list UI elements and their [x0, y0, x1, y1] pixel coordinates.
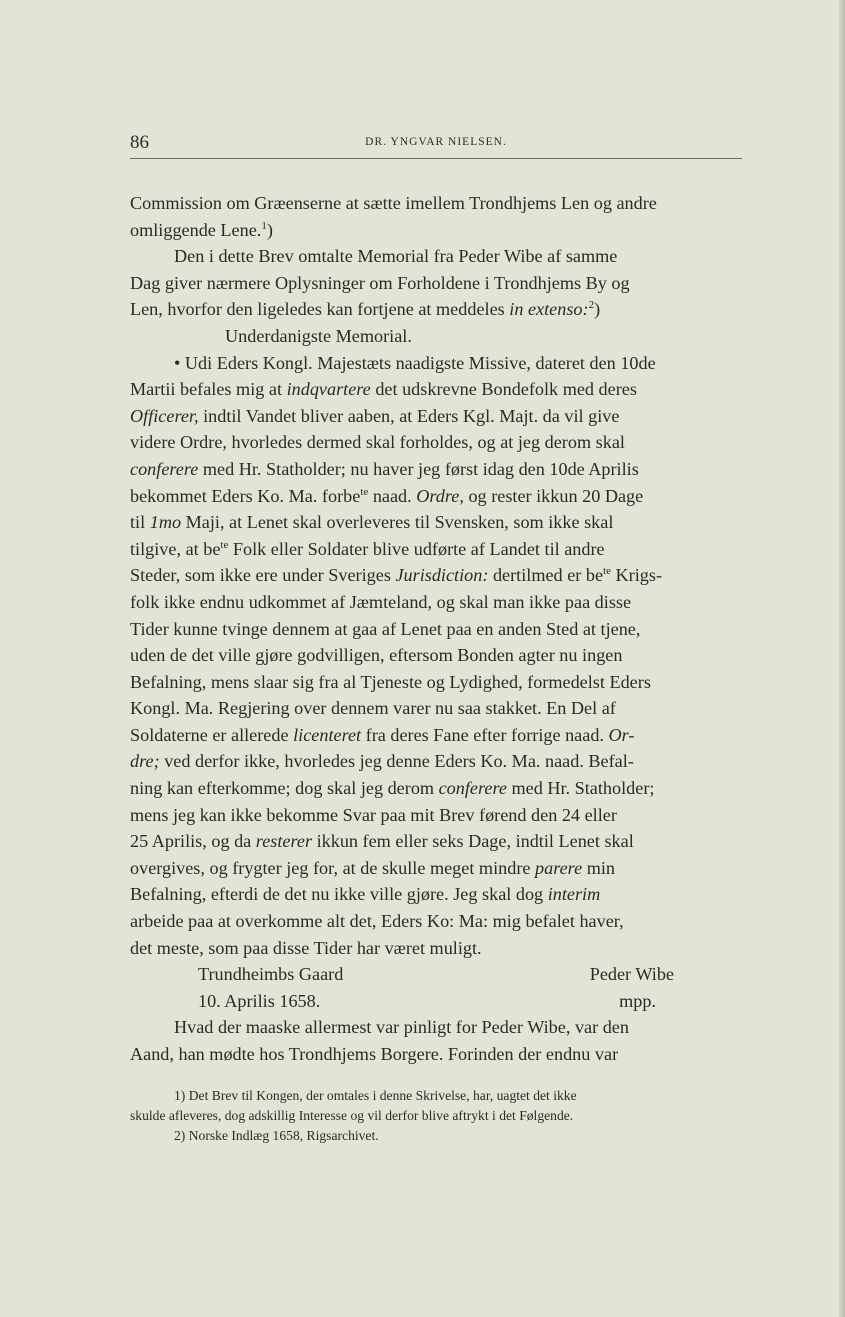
footnote-1-cont: skulde afleveres, dog adskillig Interesse og vil derfor blive aftrykt i det Følgende.	[130, 1108, 574, 1123]
paragraph: Den i dette Brev omtalte Memorial fra Peder Wibe af samme	[174, 246, 618, 267]
paragraph: folk ikke endnu udkommet af Jæmteland, og skal man ikke paa disse	[130, 591, 632, 612]
paragraph: conferere med Hr. Statholder; nu haver jeg først idag den 10de Aprilis	[130, 458, 639, 479]
paragraph: dre; ved derfor ikke, hvorledes jeg denne Eders Ko. Ma. naad. Befal-	[130, 751, 634, 772]
paragraph: Martii befales mig at indqvartere det udskrevne Bondefolk med deres	[130, 379, 637, 400]
signoff-name: Peder Wibe	[589, 964, 674, 985]
paragraph: Hvad der maaske allermest var pinligt for Peder Wibe, var den	[174, 1017, 629, 1038]
footnote-ref: 2	[588, 299, 595, 312]
paragraph: • Udi Eders Kongl. Majestæts naadigste Missive, dateret den 10de	[174, 352, 656, 373]
paragraph: Tider kunne tvinge dennem at gaa af Lenet paa en anden Sted at tjene,	[130, 618, 641, 639]
memorial-title: Underdanigste Memorial.	[225, 325, 412, 346]
paragraph: Dag giver nærmere Oplysninger om Forholdene i Trondhjems By og	[130, 272, 630, 293]
paragraph: 25 Aprilis, og da resterer ikkun fem eller seks Dage, indtil Lenet skal	[130, 831, 634, 852]
body-text	[130, 190, 742, 1068]
footnotes	[130, 1086, 742, 1146]
paragraph: Officerer, indtil Vandet bliver aaben, at Eders Kgl. Majt. da vil give	[130, 405, 620, 426]
paragraph: videre Ordre, hvorledes dermed skal forholdes, og at jeg derom skal	[130, 432, 625, 453]
page-number: 86	[130, 132, 149, 153]
signoff-line	[130, 988, 742, 1015]
paragraph: Soldaterne er allerede licenteret fra deres Fane efter forrige naad. Or-	[130, 724, 635, 745]
paragraph: Befalning, mens slaar sig fra al Tjeneste og Lydighed, formedelst Eders	[130, 671, 651, 692]
paragraph: Kongl. Ma. Regjering over dennem varer nu saa stakket. En Del af	[130, 698, 616, 719]
paragraph: Commission om Græenserne at sætte imellem Trondhjems Len og andre	[130, 193, 657, 213]
signoff-line	[130, 961, 742, 988]
running-head: DR. YNGVAR NIELSEN.	[365, 136, 507, 148]
paragraph: Len, hvorfor den ligeledes kan fortjene at meddeles in extenso:$^2$)	[130, 299, 601, 320]
signoff-place: Trundheimbs Gaard	[198, 964, 344, 985]
paragraph: Befalning, efterdi de det nu ikke ville gjøre. Jeg skal dog interim	[130, 884, 601, 905]
page-header	[130, 130, 742, 159]
paragraph: Steder, som ikke ere under Sveriges Jurisdiction: dertilmed er $be^{te}$ Krigs-	[130, 565, 663, 586]
paragraph: Aand, han mødte hos Trondhjems Borgere. Forinden der endnu var	[130, 1044, 619, 1064]
paragraph: arbeide paa at overkomme alt det, Eders Ko: Ma: mig befalet haver,	[130, 911, 624, 932]
paragraph: overgives, og frygter jeg for, at de skulle meget mindre parere min	[130, 857, 615, 878]
paragraph: bekommet Eders Ko. Ma. forbe$^{te}$ naad. Ordre, og rester ikkun 20 Dage	[130, 485, 644, 506]
paragraph: det meste, som paa disse Tider har været muligt.	[130, 937, 482, 958]
page-edge	[839, 0, 845, 1317]
paragraph: uden de det ville gjøre godvilligen, eftersom Bonden agter nu ingen	[130, 645, 623, 666]
signoff-mpp: mpp.	[619, 990, 656, 1011]
paragraph: omliggende Lene.$^1$)	[130, 219, 273, 240]
footnote-ref: 1	[261, 219, 267, 232]
paragraph: ning kan efterkomme; dog skal jeg derom conferere med Hr. Statholder;	[130, 778, 655, 799]
paragraph: tilgive, at $be^{te}$ Folk eller Soldater blive udførte af Landet til andre	[130, 538, 605, 559]
signoff-date: 10. Aprilis 1658.	[198, 990, 321, 1011]
footnote-2: 2) Norske Indlæg 1658, Rigsarchivet.	[174, 1128, 379, 1143]
paragraph: mens jeg kan ikke bekomme Svar paa mit Brev førend den 24 eller	[130, 804, 617, 825]
paragraph: til 1mo Maji, at Lenet skal overleveres til Svensken, som ikke skal	[130, 512, 614, 533]
footnote-1: 1) Det Brev til Kongen, der omtales i denne Skrivelse, har, uagtet det ikke	[174, 1088, 577, 1103]
